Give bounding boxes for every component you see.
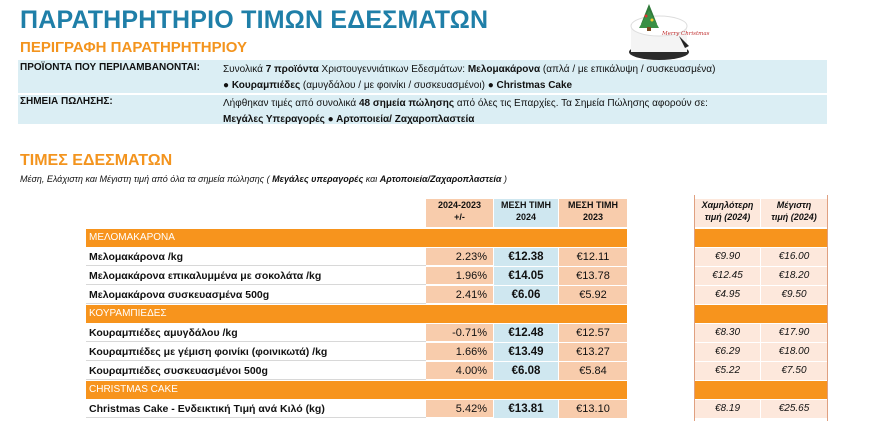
points-count: 48 σημεία πώλησης [358, 98, 455, 109]
row-name: Μελομακάρονα επικαλυμμένα με σοκολάτα /kg [86, 267, 426, 285]
page-title: ΠΑΡΑΤΗΡΗΤΗΡΙΟ ΤΙΜΩΝ ΕΔΕΣΜΑΤΩΝ [20, 6, 489, 34]
section-title-prices: ΤΙΜΕΣ ΕΔΕΣΜΑΤΩΝ [20, 152, 173, 169]
row-min: €5.22 [695, 362, 760, 381]
row-avg-2023: €12.57 [559, 324, 627, 343]
row-change: 1.66% [426, 343, 493, 361]
products-kourampiedes: ● Κουραμπιέδες [223, 80, 301, 91]
category-christmas-cake-right [695, 381, 827, 399]
col-header-avg-2023 [559, 199, 627, 227]
row-avg-2024: €12.48 [494, 324, 558, 343]
row-avg-2024: €13.81 [494, 400, 558, 419]
points-text-part: Λήφθηκαν τιμές από συνολικά [223, 98, 359, 109]
row-avg-2023: €5.92 [559, 286, 627, 305]
row-min: €4.95 [695, 286, 760, 305]
row-avg-2023: €13.78 [559, 267, 627, 286]
section-title-description: ΠΕΡΙΓΡΑΦΗ ΠΑΡΑΤΗΡΗΤΗΡΙΟΥ [20, 39, 248, 56]
products-text-part: (αμυγδάλου / με φοινίκι / συσκευασμένοι) [300, 80, 488, 91]
points-text [223, 96, 708, 128]
category-christmas-cake: CHRISTMAS CAKE [86, 381, 627, 399]
prices-note [20, 174, 507, 184]
row-avg-2024: €12.38 [494, 248, 558, 267]
products-info-row [18, 60, 827, 93]
row-change: 1.96% [426, 267, 493, 285]
col-header-change [426, 199, 493, 227]
points-text-part: από όλες τις Επαρχίες. Τα Σημεία Πώλησης αφορούν σε: [454, 98, 708, 109]
row-max: €7.50 [761, 362, 827, 381]
row-max: €18.20 [761, 267, 827, 286]
points-label: ΣΗΜΕΙΑ ΠΩΛΗΣΗΣ: [20, 96, 113, 107]
col-header-line: +/- [454, 212, 465, 222]
row-name: Μελομακάρονα συσκευασμένα 500g [86, 286, 426, 304]
col-header-line: ΜΕΣΗ ΤΙΜΗ [501, 200, 551, 210]
col-header-line: Χαμηλότερη [701, 200, 754, 210]
row-change: 4.00% [426, 362, 493, 380]
row-min: €12.45 [695, 267, 760, 286]
note-part: και [363, 174, 380, 184]
row-avg-2024: €13.49 [494, 343, 558, 362]
products-text-part: Χριστουγεννιάτικων Εδεσμάτων: [318, 64, 468, 75]
row-min: €9.90 [695, 248, 760, 267]
products-label: ΠΡΟΪΟΝΤΑ ΠΟΥ ΠΕΡΙΛΑΜΒΑΝΟΝΤΑΙ: [20, 62, 200, 73]
row-max: €16.00 [761, 248, 827, 267]
points-info-row [18, 93, 827, 124]
col-header-min [695, 199, 760, 227]
row-name: Κουραμπιέδες συσκευασμένοι 500g [86, 362, 426, 380]
row-avg-2023: €12.11 [559, 248, 627, 267]
col-header-line: τιμή (2024) [704, 212, 751, 222]
col-header-line: 2024 [515, 212, 537, 222]
row-change: 2.23% [426, 248, 493, 266]
products-melomakarona: Μελομακάρονα [467, 64, 541, 75]
row-name: Μελομακάρονα /kg [86, 248, 426, 266]
cake-text: Merry Christmas [662, 31, 710, 37]
row-avg-2023: €13.10 [559, 400, 627, 419]
row-min: €8.19 [695, 400, 760, 419]
row-name: Κουραμπιέδες με γέμιση φοινίκι (φοινικωτά) /kg [86, 343, 426, 361]
row-max: €17.90 [761, 324, 827, 343]
products-text-part: (απλά / με επικάλυψη / συσκευασμένα) [540, 64, 716, 75]
products-text [223, 62, 715, 94]
col-header-line: ΜΕΣΗ ΤΙΜΗ [568, 200, 618, 210]
row-min: €8.30 [695, 324, 760, 343]
row-max: €9.50 [761, 286, 827, 305]
note-supermarkets: Μεγάλες υπεραγορές [272, 174, 364, 184]
products-christmas-cake: ● Christmas Cake [487, 80, 573, 91]
col-header-line: τιμή (2024) [771, 212, 817, 222]
row-avg-2023: €13.27 [559, 343, 627, 362]
category-melomakarona: ΜΕΛΟΜΑΚΑΡΟΝΑ [86, 229, 627, 247]
note-part: ) [501, 174, 507, 184]
table-border [694, 195, 695, 421]
points-types: Μεγάλες Υπεραγορές ● Αρτοποιεία/ Ζαχαροπλαστεία [223, 114, 475, 125]
row-avg-2024: €14.05 [494, 267, 558, 286]
note-part: Μέση, Ελάχιστη και Μέγιστη τιμή από όλα τα σημεία πώλησης ( [20, 174, 273, 184]
products-count: 7 προϊόντα [265, 64, 319, 75]
col-header-line: 2023 [582, 212, 604, 222]
row-avg-2023: €5.84 [559, 362, 627, 381]
table-border [827, 195, 828, 421]
category-kourampiedes: ΚΟΥΡΑΜΠΙΕΔΕΣ [86, 305, 627, 323]
row-max: €25.65 [761, 400, 827, 419]
row-min: €6.29 [695, 343, 760, 362]
note-bakeries: Αρτοποιεία/Ζαχαροπλαστεία [379, 174, 502, 184]
row-avg-2024: €6.06 [494, 286, 558, 305]
row-change: 2.41% [426, 286, 493, 304]
col-header-line: Μέγιστη [776, 200, 812, 210]
row-name: Christmas Cake - Ενδεικτική Τιμή ανά Κιλό (kg) [86, 400, 426, 418]
col-header-avg-2024 [494, 199, 558, 227]
row-avg-2024: €6.08 [494, 362, 558, 381]
category-kourampiedes-right [695, 305, 827, 323]
row-max: €18.00 [761, 343, 827, 362]
christmas-cake-image [621, 0, 710, 62]
row-change: 5.42% [426, 400, 493, 418]
products-text-part: Συνολικά [223, 64, 266, 75]
row-name: Κουραμπιέδες αμυγδάλου /kg [86, 324, 426, 342]
col-header-max [761, 199, 827, 227]
col-header-line: 2024-2023 [437, 200, 482, 210]
category-melomakarona-right [695, 229, 827, 247]
row-change: -0.71% [426, 324, 493, 342]
